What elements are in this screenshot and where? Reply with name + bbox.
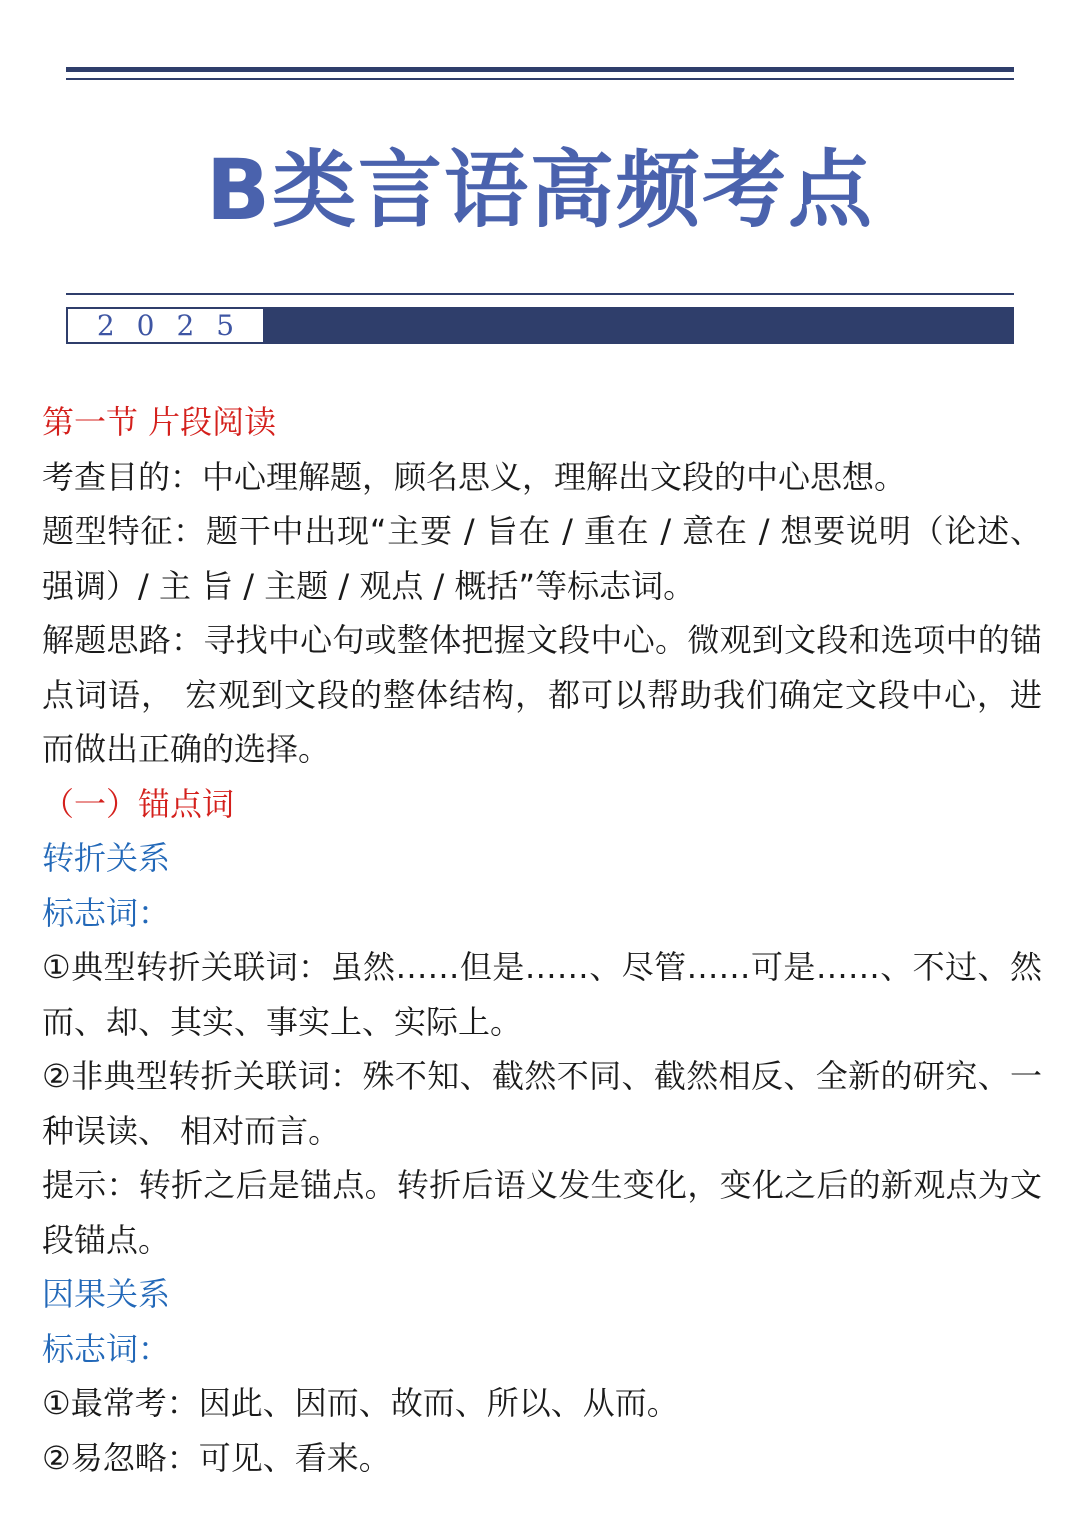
section-title: 第一节 片段阅读 [42,403,277,441]
cause-heading: 因果关系 [42,1275,171,1313]
turn-tip: 提示：转折之后是锚点。转折后语义发生变化，变化之后的新观点为文段锚点。 [42,1166,1042,1259]
turn-item-1: ①典型转折关联词：虽然……但是……、尽管……可是……、不过、然而、却、其实、事实上、实际上。 [42,948,1042,1041]
year-label: 2025 [68,309,263,342]
turn-marker-label: 标志词： [42,893,171,932]
cause-item-2: ②易忽略：可见、看来。 [42,1438,391,1477]
page-title: B类言语高频考点 [205,141,875,239]
subsection-title: （一）锚点词 [42,784,235,823]
cause-item-1: ①最常考：因此、因而、故而、所以、从而。 [42,1384,679,1422]
year-rule-thin [66,293,1014,295]
article-body [42,395,1042,1485]
features-paragraph: 题型特征：题干中出现“主要 / 旨在 / 重在 / 意在 / 想要说明（论述、强调）/ 主 旨 / 主题 / 观点 / 概括”等标志词。 [42,512,1042,605]
year-band [66,307,1014,344]
purpose-paragraph: 考查目的：中心理解题，顾名思义，理解出文段的中心思想。 [42,457,907,496]
turn-heading: 转折关系 [42,839,171,877]
top-rule-thick [66,67,1014,72]
approach-paragraph: 解题思路：寻找中心句或整体把握文段中心。微观到文段和选项中的锚点词语， 宏观到文段的整体结构，都可以帮助我们确定文段中心，进而做出正确的选择。 [42,621,1042,768]
top-rule-thin [66,78,1014,80]
turn-item-2: ②非典型转折关联词：殊不知、截然不同、截然相反、全新的研究、一种误读、 相对而言。 [42,1057,1042,1150]
cause-marker-label: 标志词： [42,1329,171,1368]
